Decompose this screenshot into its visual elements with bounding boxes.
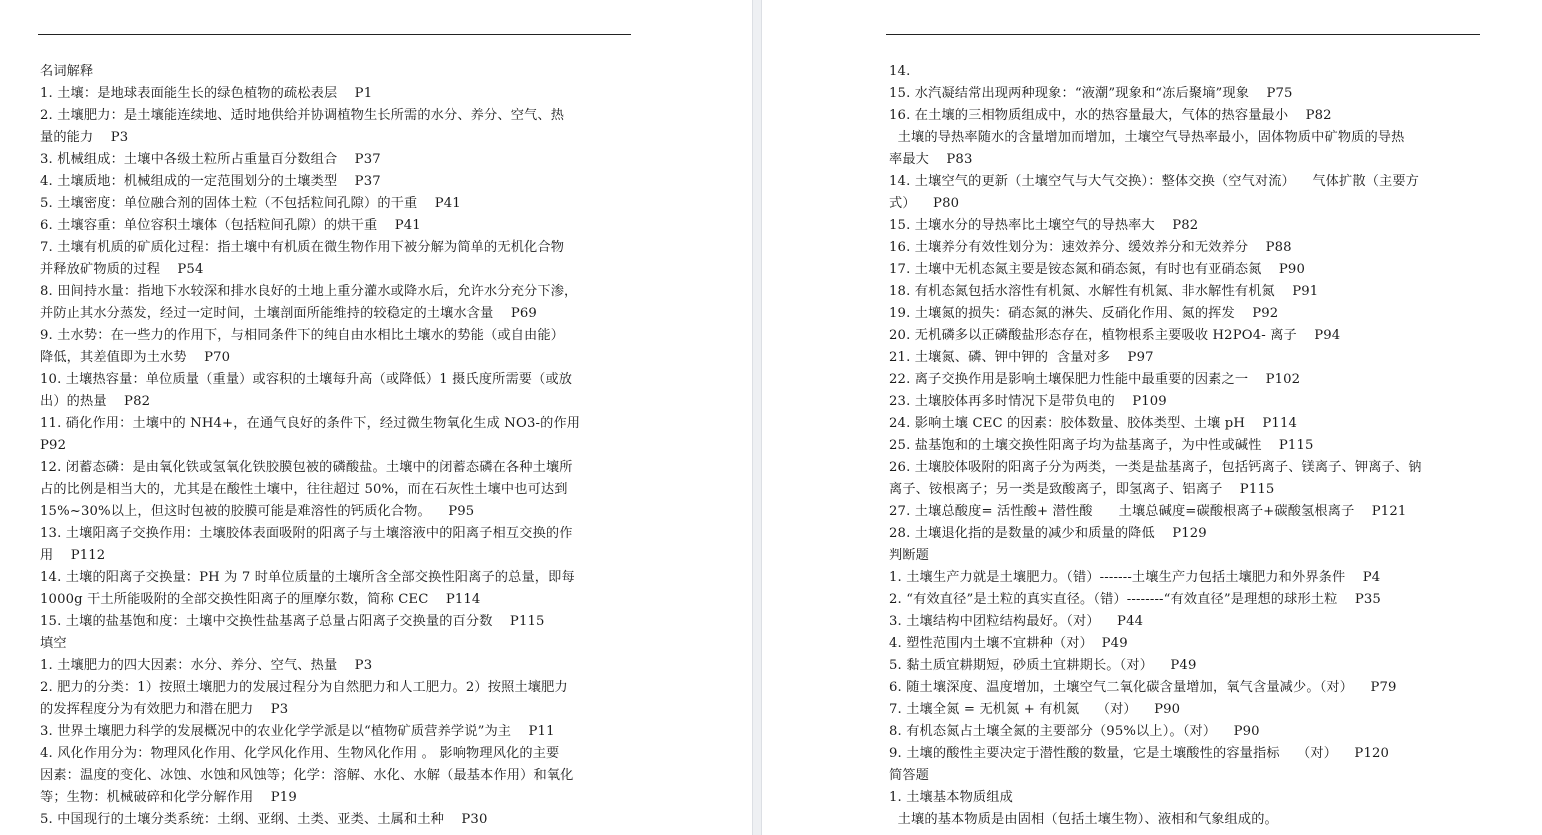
text-line: 24. 影响土壤 CEC 的因素：胶体数量、胶体类型、土壤 pH P114 (889, 416, 1298, 431)
text-line: 22. 离子交换作用是影响土壤保肥力性能中最重要的因素之一 P102 (889, 372, 1301, 387)
text-line: 并防止其水分蒸发，经过一定时间，土壤剖面所能维持的较稳定的土壤水含量 P69 (40, 306, 537, 321)
text-line: 28. 土壤退化指的是数量的减少和质量的降低 P129 (889, 526, 1207, 541)
text-line: 15. 土壤水分的导热率比土壤空气的导热率大 P82 (889, 218, 1199, 233)
text-line: 占的比例是相当大的，尤其是在酸性土壤中，往往超过 50%，而在石灰性土壤中也可达到 (40, 482, 568, 497)
text-line: 4. 土壤质地：机械组成的一定范围划分的土壤类型 P37 (40, 174, 381, 189)
text-line: 用 P112 (40, 548, 106, 563)
text-line: 7. 土壤全氮 = 无机氮 + 有机氮 （对） P90 (889, 702, 1181, 717)
text-line: 1. 土壤：是地球表面能生长的绿色植物的疏松表层 P1 (40, 86, 373, 101)
text-line: 土壤的基本物质是由固相（包括土壤生物）、液相和气象组成的。 (889, 812, 1278, 827)
text-line: 4. 塑性范围内土壤不宜耕种（对） P49 (889, 636, 1128, 651)
text-line: 15%~30%以上，但这时包被的胶膜可能是难溶性的钙质化合物。 P95 (40, 504, 475, 519)
text-line: 1. 土壤生产力就是土壤肥力。（错）-------土壤生产力包括土壤肥力和外界条件 P4 (889, 570, 1381, 585)
text-line: 1. 土壤基本物质组成 (889, 790, 1013, 805)
text-line: 11. 硝化作用：土壤中的 NH4+，在通气良好的条件下，经过微生物氧化生成 NO3-的作用 (40, 416, 581, 431)
text-line: 15. 水汽凝结常出现两种现象：“液潮”现象和“冻后聚墒”现象 P75 (889, 86, 1293, 101)
text-line: 17. 土壤中无机态氮主要是铵态氮和硝态氮，有时也有亚硝态氮 P90 (889, 262, 1306, 277)
text-line: 13. 土壤阳离子交换作用：土壤胶体表面吸附的阳离子与土壤溶液中的阳离子相互交换的作 (40, 526, 573, 541)
text-line: 降低，其差值即为土水势 P70 (40, 350, 231, 365)
page-header-rule (886, 34, 1480, 35)
text-line: 式） P80 (889, 196, 960, 211)
text-line: 5. 黏土质宜耕期短，砂质土宜耕期长。（对） P49 (889, 658, 1197, 673)
text-line: 量的能力 P3 (40, 130, 129, 145)
document-page-right (762, 0, 1542, 835)
text-line: 14. 土壤空气的更新（土壤空气与大气交换）：整体交换（空气对流） 气体扩散（主要方 (889, 174, 1420, 189)
text-line: 的发挥程度分为有效肥力和潜在肥力 P3 (40, 702, 289, 717)
text-line: 2. 土壤肥力：是土壤能连续地、适时地供给并协调植物生长所需的水分、养分、空气、热 (40, 108, 565, 123)
section-heading: 判断题 (889, 548, 930, 563)
text-line: 23. 土壤胶体再多时情况下是带负电的 P109 (889, 394, 1167, 409)
text-line: 16. 土壤养分有效性划分为：速效养分、缓效养分和无效养分 P88 (889, 240, 1292, 255)
page-content (889, 61, 1485, 831)
text-line: 并释放矿物质的过程 P54 (40, 262, 204, 277)
text-line: 土壤的导热率随水的含量增加而增加，土壤空气导热率最小，固体物质中矿物质的导热 (889, 130, 1405, 145)
text-line: 4. 风化作用分为：物理风化作用、化学风化作用、生物风化作用 。 影响物理风化的主要 (40, 746, 560, 761)
section-heading: 填空 (40, 636, 67, 651)
text-line: 21. 土壤氮、磷、钾中钾的 含量对多 P97 (889, 350, 1154, 365)
page-header-rule (38, 34, 631, 35)
text-line: 2. 肥力的分类：1）按照土壤肥力的发展过程分为自然肥力和人工肥力。2）按照土壤肥力 (40, 680, 568, 695)
text-line: 7. 土壤有机质的矿质化过程：指土壤中有机质在微生物作用下被分解为简单的无机化合物 (40, 240, 565, 255)
text-line: 1000g 干土所能吸附的全部交换性阳离子的厘摩尔数，简称 CEC P114 (40, 592, 481, 607)
text-line: 5. 土壤密度：单位融合剂的固体土粒（不包括粒间孔隙）的干重 P41 (40, 196, 461, 211)
text-line: 5. 中国现行的土壤分类系统：土纲、亚纲、土类、亚类、土属和土种 P30 (40, 812, 488, 827)
text-line: 出）的热量 P82 (40, 394, 151, 409)
text-line: P92 (40, 438, 67, 453)
text-line: 2. “有效直径”是土粒的真实直径。（错）--------“有效直径”是理想的球形土粒 P35 (889, 592, 1381, 607)
text-line: 1. 土壤肥力的四大因素：水分、养分、空气、热量 P3 (40, 658, 373, 673)
text-line: 6. 随土壤深度、温度增加，土壤空气二氧化碳含量增加，氧气含量减少。（对） P79 (889, 680, 1397, 695)
text-line: 率最大 P83 (889, 152, 973, 167)
text-line: 14. (889, 64, 911, 79)
text-line: 27. 土壤总酸度= 活性酸+ 潜性酸 土壤总碱度=碳酸根离子+碳酸氢根离子 P121 (889, 504, 1407, 519)
text-line: 15. 土壤的盐基饱和度：土壤中交换性盐基离子总量占阳离子交换量的百分数 P115 (40, 614, 545, 629)
text-line: 等；生物：机械破碎和化学分解作用 P19 (40, 790, 297, 805)
section-heading: 名词解释 (40, 64, 94, 79)
text-line: 19. 土壤氮的损失：硝态氮的淋失、反硝化作用、氮的挥发 P92 (889, 306, 1279, 321)
text-line: 6. 土壤容重：单位容积土壤体（包括粒间孔隙）的烘干重 P41 (40, 218, 421, 233)
text-line: 16. 在土壤的三相物质组成中，水的热容量最大，气体的热容量最小 P82 (889, 108, 1332, 123)
text-line: 20. 无机磷多以正磷酸盐形态存在，植物根系主要吸收 H2PO4- 离子 P94 (889, 328, 1341, 343)
text-line: 3. 世界土壤肥力科学的发展概况中的农业化学学派是以“植物矿质营养学说”为主 P11 (40, 724, 555, 739)
text-line: 9. 土壤的酸性主要决定于潜性酸的数量，它是土壤酸性的容量指标 （对） P120 (889, 746, 1390, 761)
text-line: 8. 田间持水量：指地下水较深和排水良好的土地上重分灌水或降水后，允许水分充分下渗， (40, 284, 578, 299)
text-line: 8. 有机态氮占土壤全氮的主要部分（95%以上）。（对） P90 (889, 724, 1260, 739)
text-line: 14. 土壤的阳离子交换量：PH 为 7 时单位质量的土壤所含全部交换性阳离子的总量，即每 (40, 570, 575, 585)
text-line: 18. 有机态氮包括水溶性有机氮、水解性有机氮、非水解性有机氮 P91 (889, 284, 1319, 299)
text-line: 12. 闭蓄态磷：是由氧化铁或氢氧化铁胶膜包被的磷酸盐。土壤中的闭蓄态磷在各种土壤所 (40, 460, 573, 475)
text-line: 25. 盐基饱和的土壤交换性阳离子均为盐基离子，为中性或碱性 P115 (889, 438, 1314, 453)
text-line: 3. 土壤结构中团粒结构最好。（对） P44 (889, 614, 1144, 629)
text-line: 9. 土水势：在一些力的作用下，与相同条件下的纯自由水相比土壤水的势能（或自由能） (40, 328, 565, 343)
text-line: 26. 土壤胶体吸附的阳离子分为两类，一类是盐基离子，包括钙离子、镁离子、钾离子、钠 (889, 460, 1422, 475)
text-line: 因素：温度的变化、冰蚀、水蚀和风蚀等；化学：溶解、水化、水解（最基本作用）和氧化 (40, 768, 574, 783)
text-line: 10. 土壤热容量：单位质量（重量）或容积的土壤每升高（或降低）1 摄氏度所需要（或放 (40, 372, 573, 387)
page-content (40, 61, 635, 831)
page-gutter (752, 0, 762, 835)
document-page-left (0, 0, 752, 835)
text-line: 3. 机械组成：土壤中各级土粒所占重量百分数组合 P37 (40, 152, 381, 167)
text-line: 离子、铵根离子；另一类是致酸离子，即氢离子、铝离子 P115 (889, 482, 1275, 497)
section-heading: 简答题 (889, 768, 930, 783)
